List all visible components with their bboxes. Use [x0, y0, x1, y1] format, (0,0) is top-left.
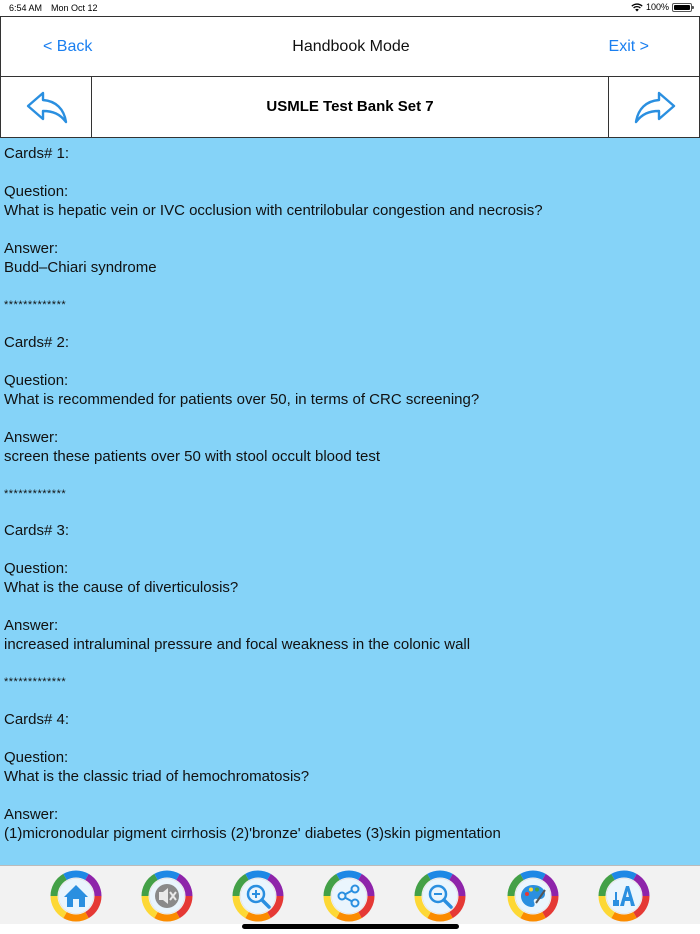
- previous-set-button[interactable]: [1, 77, 92, 137]
- card-header: Cards# 3:: [4, 522, 70, 539]
- home-button[interactable]: [50, 870, 102, 922]
- answer-text: screen these patients over 50 with stool occult blood test: [4, 448, 381, 465]
- card-separator: *************: [4, 488, 67, 500]
- set-header: [0, 77, 700, 138]
- question-text: What is hepatic vein or IVC occlusion with centrilobular congestion and necrosis?: [4, 202, 543, 219]
- bottom-toolbar: [0, 865, 700, 924]
- cards-content[interactable]: [0, 138, 700, 865]
- answer-text: (1)micronodular pigment cirrhosis (2)'bronze' diabetes (3)skin pigmentation: [4, 825, 501, 842]
- battery-icon: [672, 3, 692, 12]
- question-text: What is the cause of diverticulosis?: [4, 579, 239, 596]
- mute-button[interactable]: [141, 870, 193, 922]
- wifi-icon: [631, 3, 643, 12]
- question-label: Question:: [4, 183, 69, 200]
- zoom-in-button[interactable]: [232, 870, 284, 922]
- theme-button[interactable]: [507, 870, 559, 922]
- card-2: [4, 333, 479, 504]
- answer-label: Answer:: [4, 429, 59, 446]
- home-icon: [50, 870, 102, 922]
- answer-label: Answer:: [4, 806, 59, 823]
- back-button[interactable]: < Back: [43, 38, 93, 55]
- set-title: USMLE Test Bank Set 7: [266, 98, 434, 115]
- answer-label: Answer:: [4, 617, 59, 634]
- card-separator: *************: [4, 676, 67, 688]
- card-header: Cards# 2:: [4, 334, 70, 351]
- question-label: Question:: [4, 372, 69, 389]
- card-4: [4, 710, 501, 843]
- home-indicator[interactable]: [242, 924, 459, 929]
- question-text: What is the classic triad of hemochromatosis?: [4, 768, 310, 785]
- card-header: Cards# 4:: [4, 711, 70, 728]
- page-title: Handbook Mode: [292, 38, 410, 55]
- share-icon: [323, 870, 375, 922]
- question-label: Question:: [4, 749, 69, 766]
- zoom-out-icon: [414, 870, 466, 922]
- arrow-forward-icon: [633, 89, 677, 125]
- card-3: [4, 521, 470, 692]
- status-right: [631, 2, 692, 12]
- zoom-out-button[interactable]: [414, 870, 466, 922]
- status-time: 6:54 AM: [9, 3, 43, 13]
- answer-text: increased intraluminal pressure and focal weakness in the colonic wall: [4, 636, 471, 653]
- answer-text: Budd–Chiari syndrome: [4, 259, 157, 276]
- palette-icon: [507, 870, 559, 922]
- battery-percent: 100%: [645, 2, 669, 12]
- share-button[interactable]: [323, 870, 375, 922]
- status-bar: [0, 0, 700, 16]
- font-button[interactable]: [598, 870, 650, 922]
- font-icon: [598, 870, 650, 922]
- question-text: What is recommended for patients over 50, in terms of CRC screening?: [4, 391, 480, 408]
- card-header: Cards# 1:: [4, 145, 70, 162]
- zoom-in-icon: [232, 870, 284, 922]
- arrow-back-icon: [25, 89, 69, 125]
- navigation-bar: [0, 16, 700, 77]
- question-label: Question:: [4, 560, 69, 577]
- next-set-button[interactable]: [608, 77, 699, 137]
- card-separator: *************: [4, 299, 67, 311]
- exit-button[interactable]: Exit >: [608, 38, 649, 55]
- answer-label: Answer:: [4, 240, 59, 257]
- status-date: Mon Oct 12: [51, 3, 98, 13]
- mute-icon: [141, 870, 193, 922]
- card-1: [4, 144, 543, 315]
